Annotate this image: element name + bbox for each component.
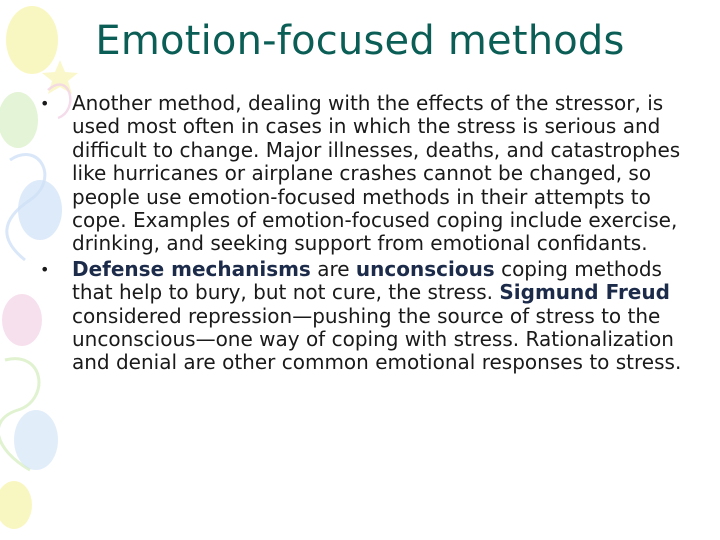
- term-defense-mechanisms: Defense mechanisms: [72, 256, 311, 281]
- bullet-text: considered repression—pushing the source of stress to the unconscious—one way of coping with stress. Rationalization and denial are other common emotional responses to stress.: [72, 303, 682, 375]
- slide-title: Emotion-focused methods: [95, 18, 625, 64]
- bullet-text: coping methods that help to bury, but not cure, the stress.: [72, 256, 662, 305]
- term-unconscious: unconscious: [355, 256, 495, 281]
- bullet-list: [34, 92, 690, 377]
- balloon-doodle: [14, 410, 58, 470]
- bullet-item-2: [34, 258, 690, 375]
- bullet-item-1: [34, 92, 690, 256]
- term-sigmund-freud: Sigmund Freud: [499, 280, 670, 305]
- balloon-doodle: [0, 481, 32, 529]
- bullet-dot: •: [40, 94, 50, 113]
- bullet-text: are: [310, 256, 356, 281]
- balloon-doodle: [0, 92, 38, 148]
- bullet-dot: •: [40, 259, 50, 279]
- bullet-text: Another method, dealing with the effects of the stressor, is used most often in cases in which the stress is serious and difficult to change. Major illnesses, deaths, and catastrophes like hurricanes or airplane crashes cannot be changed, so people use emotion-focused methods in their attempts to cope. Examples of emotion-focused coping include exercise, drinking, and seeking support from emotional confidants.: [72, 91, 681, 256]
